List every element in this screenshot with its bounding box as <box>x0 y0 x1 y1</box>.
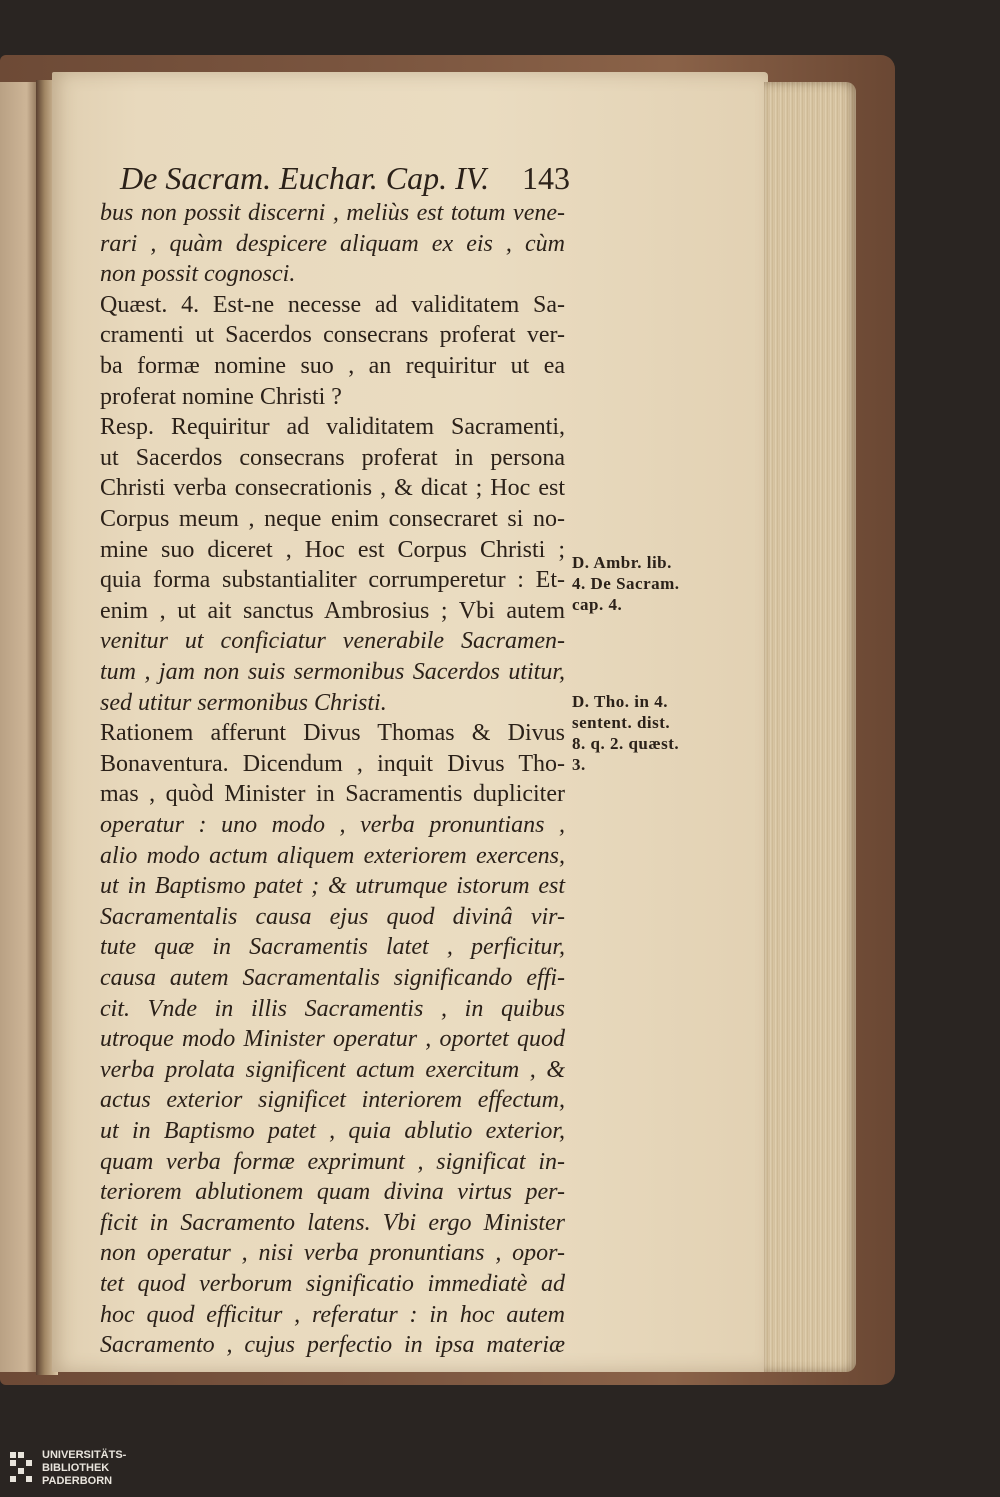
text-line: tet quod verborum significatio immediatè ad <box>100 1271 565 1297</box>
text-line: cramenti ut Sacerdos consecrans proferat ver- <box>100 322 565 349</box>
text-line: operatur : uno modo , verba pronuntians , <box>100 812 565 838</box>
left-page-edge <box>0 82 38 1372</box>
library-footer <box>0 1447 1000 1497</box>
text-line: venitur ut conficiatur venerabile Sacramen- <box>100 628 565 655</box>
text-line: hoc quod efficitur , referatur : in hoc autem <box>100 1301 565 1328</box>
text-line: cit. Vnde in illis Sacramentis , in quibus <box>100 995 565 1022</box>
margin-note-line: 4. De Sacram. <box>572 574 680 593</box>
library-logo-icon <box>8 1450 36 1490</box>
text-line: proferat nomine Christi ? <box>100 383 342 410</box>
text-line: tum , jam non suis sermonibus Sacerdos utitur, <box>100 659 565 685</box>
text-line: Quæst. 4. Est-ne necesse ad validitatem Sa- <box>100 291 565 318</box>
text-line: ut in Baptismo patet , quia ablutio exterior, <box>100 1118 565 1144</box>
margin-note-line: 3. <box>572 755 586 774</box>
text-line: quam verba formæ exprimunt , significat in- <box>100 1148 565 1175</box>
page-edges <box>764 82 856 1372</box>
text-line: alio modo actum aliquem exteriorem exercens, <box>100 842 565 869</box>
header-title: De Sacram. Euchar. Cap. IV. <box>120 160 490 196</box>
text-line: Bonaventura. Dicendum , inquit Divus Tho- <box>100 750 565 777</box>
page-number: 143 <box>522 160 570 196</box>
library-name-line: BIBLIOTHEK <box>42 1462 110 1474</box>
library-name <box>42 1449 126 1488</box>
text-line: utroque modo Minister operatur , oportet quod <box>100 1026 565 1053</box>
text-line: rari , quàm despicere aliquam ex eis , cùm <box>100 230 565 257</box>
text-line: quia forma substantialiter corrumperetur : Et- <box>100 567 565 594</box>
text-line: ut Sacerdos consecrans proferat in persona <box>100 444 565 471</box>
margin-note-line: sentent. dist. <box>572 713 671 732</box>
text-line: Sacramento , cujus perfectio in ipsa materiæ <box>100 1332 565 1359</box>
library-name-line: PADERBORN <box>42 1475 113 1487</box>
text-line: non operatur , nisi verba pronuntians , opor- <box>100 1240 565 1267</box>
text-line: Rationem afferunt Divus Thomas & Divus <box>100 720 565 747</box>
text-line: mine suo diceret , Hoc est Corpus Christi ; <box>100 536 565 563</box>
text-line: enim , ut ait sanctus Ambrosius ; Vbi autem <box>100 597 565 624</box>
text-line: Sacramentalis causa ejus quod divinâ vir- <box>100 903 565 930</box>
text-line: ut in Baptismo patet ; & utrumque istorum est <box>100 873 565 900</box>
text-line: mas , quòd Minister in Sacramentis dupliciter <box>100 781 565 808</box>
text-line: Christi verba consecrationis , & dicat ; Hoc est <box>100 475 565 502</box>
text-line: Corpus meum , neque enim consecraret si no- <box>100 506 565 532</box>
text-line: actus exterior significet interiorem effectum, <box>100 1087 565 1114</box>
text-line: Resp. Requiritur ad validitatem Sacramenti, <box>100 414 565 441</box>
margin-note-line: D. Tho. in 4. <box>572 692 668 711</box>
text-line: ba formæ nomine suo , an requiritur ut ea <box>100 353 565 379</box>
margin-note-line: cap. 4. <box>572 595 623 614</box>
text-line: bus non possit discerni , meliùs est totum vene- <box>100 200 565 226</box>
text-line: ficit in Sacramento latens. Vbi ergo Minister <box>100 1209 565 1236</box>
margin-note-line: 8. q. 2. quæst. <box>572 734 680 753</box>
text-line: non possit cognosci. <box>100 261 296 288</box>
text-line: sed utitur sermonibus Christi. <box>100 689 387 716</box>
text-line: verba prolata significent actum exercitum , & <box>100 1056 565 1083</box>
text-line: teriorem ablutionem quam divina virtus per- <box>100 1179 565 1206</box>
library-name-line: UNIVERSITÄTS- <box>42 1449 127 1461</box>
running-header <box>120 160 570 200</box>
margin-note-line: D. Ambr. lib. <box>572 553 672 572</box>
text-line: tute quæ in Sacramentis latet , perficitur, <box>100 934 565 961</box>
text-line: causa autem Sacramentalis significando effi- <box>100 965 565 991</box>
